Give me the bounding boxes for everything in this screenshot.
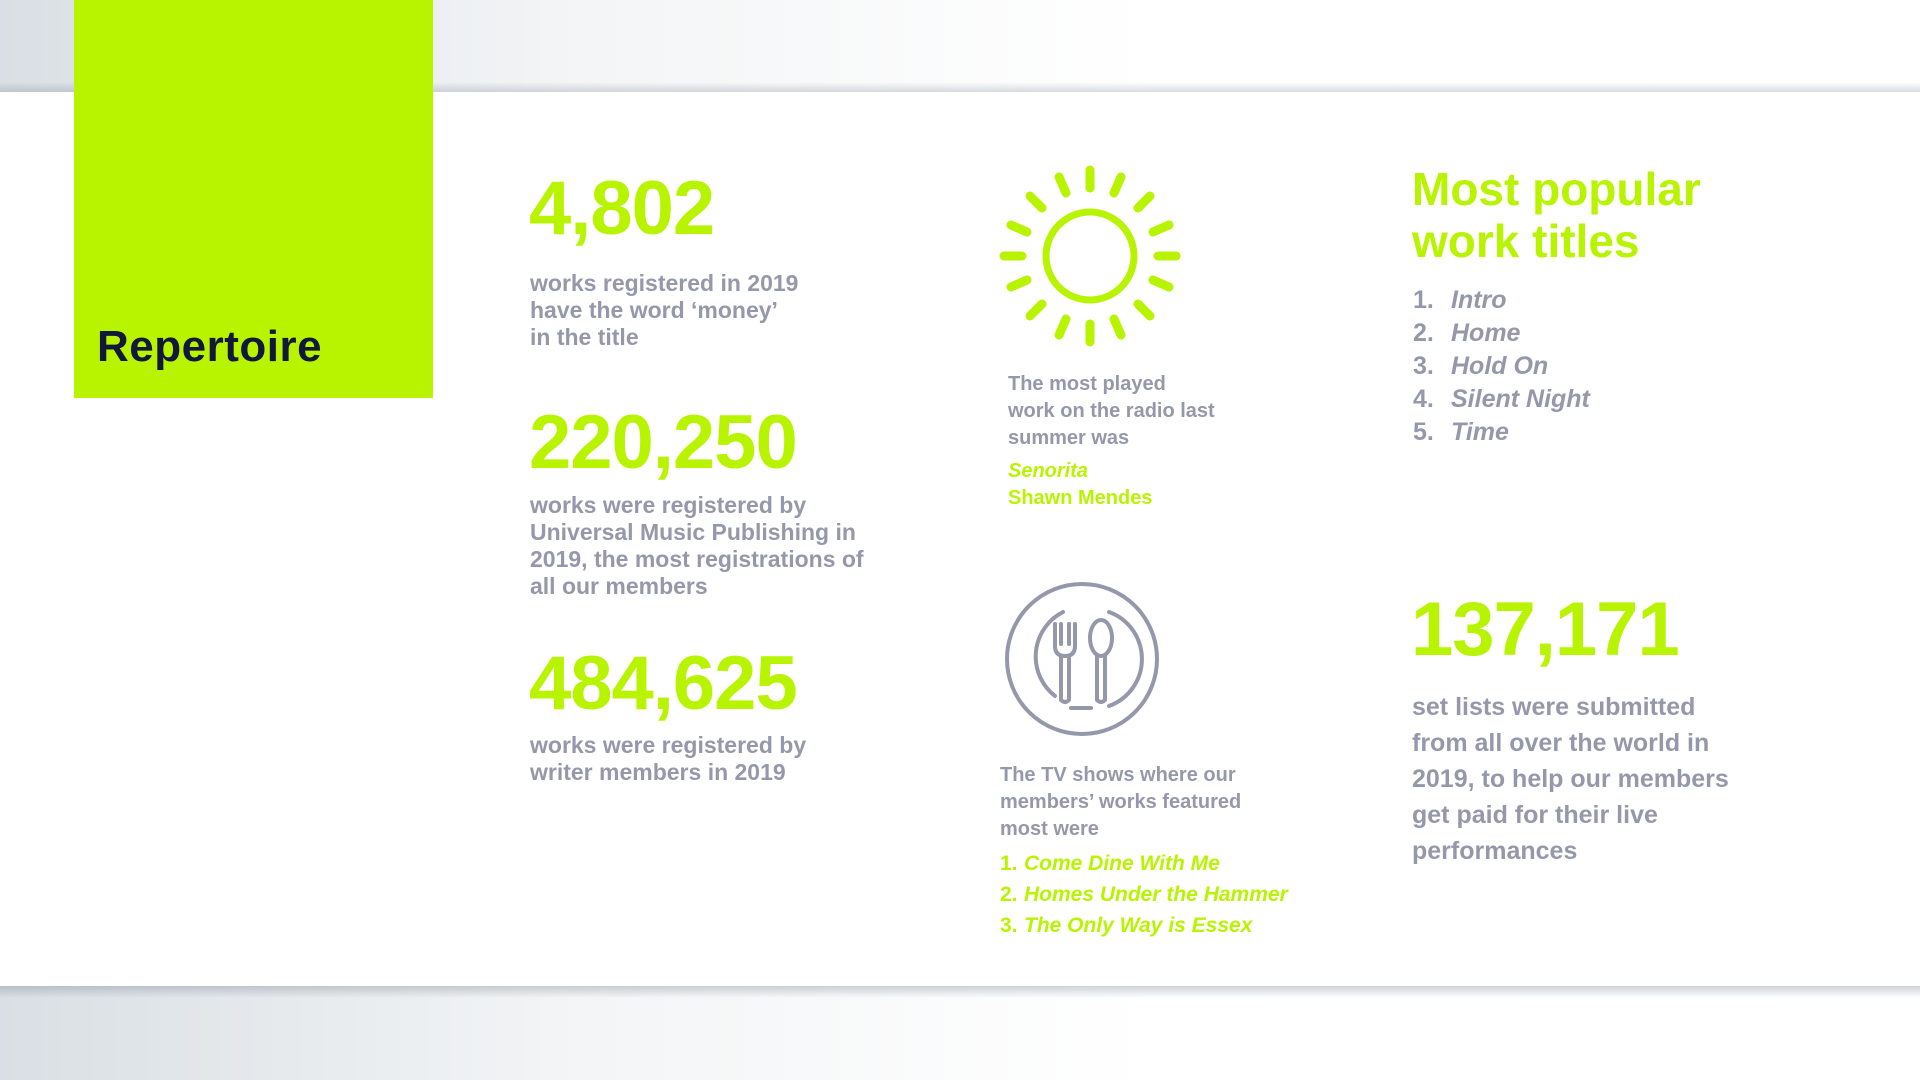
caption-line: writer members in 2019 [530,759,786,785]
list-item [1413,383,1590,416]
work-title: Time [1451,418,1509,446]
tv-shows-list [1000,848,1288,941]
caption-line: works registered in 2019 [530,270,799,296]
caption-line: set lists were submitted [1412,693,1696,721]
list-number: 2. [1000,883,1018,906]
list-number: 4. [1413,385,1434,413]
tv-show-title: Come Dine With Me [1024,852,1220,875]
list-number: 5. [1413,418,1434,446]
list-item [1000,910,1288,941]
stat-universal-works-caption [530,492,864,600]
list-number: 3. [1413,352,1434,380]
tv-show-title: The Only Way is Essex [1024,914,1253,937]
caption-line: most were [1000,818,1099,840]
caption-line: Universal Music Publishing in [530,519,856,545]
list-item [1413,317,1590,350]
caption-line: 2019, the most registrations of [530,546,864,572]
caption-line: 2019, to help our members [1412,765,1729,793]
list-item [1000,848,1288,879]
list-item [1413,284,1590,317]
section-title: Repertoire [97,322,323,371]
stat-setlists-value: 137,171 [1411,587,1679,672]
list-item [1000,879,1288,910]
caption-line: in the title [530,324,639,350]
caption-line: performances [1412,837,1578,865]
bottom-gradient-band [0,986,1920,1080]
sun-icon [998,164,1182,348]
song-title: Senorita [1008,460,1089,482]
popular-titles-heading [1412,163,1772,267]
stat-universal-works-value: 220,250 [529,400,797,485]
stat-money-works-value: 4,802 [529,166,715,251]
tv-show-title: Homes Under the Hammer [1024,883,1288,906]
stat-writer-works-caption [530,732,806,786]
list-number: 3. [1000,914,1018,937]
popular-titles-list [1413,284,1590,449]
caption-line: The TV shows where our [1000,764,1236,786]
work-title: Silent Night [1451,385,1590,413]
caption-line: work on the radio last [1008,400,1215,422]
stat-setlists-caption [1412,689,1792,869]
caption-line: works were registered by [530,732,807,758]
list-number: 2. [1413,319,1434,347]
caption-line: have the word ‘money’ [530,297,778,323]
caption-line: get paid for their live [1412,801,1658,829]
work-title: Intro [1451,286,1507,314]
work-title: Home [1451,319,1521,347]
list-number: 1. [1000,852,1018,875]
list-item [1413,416,1590,449]
list-number: 1. [1413,286,1434,314]
caption-line: from all over the world in [1412,729,1710,757]
work-title: Hold On [1451,352,1549,380]
caption-line: works were registered by [530,492,807,518]
caption-line: members’ works featured [1000,791,1242,813]
stat-writer-works-value: 484,625 [529,641,797,726]
radio-caption [1008,371,1215,452]
list-item [1413,350,1590,383]
radio-song [1008,458,1152,512]
heading-line: Most popular [1412,163,1701,215]
song-artist: Shawn Mendes [1008,487,1153,509]
heading-line: work titles [1412,215,1640,267]
caption-line: all our members [530,573,708,599]
caption-line: The most played [1008,373,1166,395]
tv-caption [1000,762,1241,843]
plate-cutlery-icon [1003,580,1161,738]
caption-line: summer was [1008,427,1130,449]
stat-money-works-caption [530,270,798,351]
